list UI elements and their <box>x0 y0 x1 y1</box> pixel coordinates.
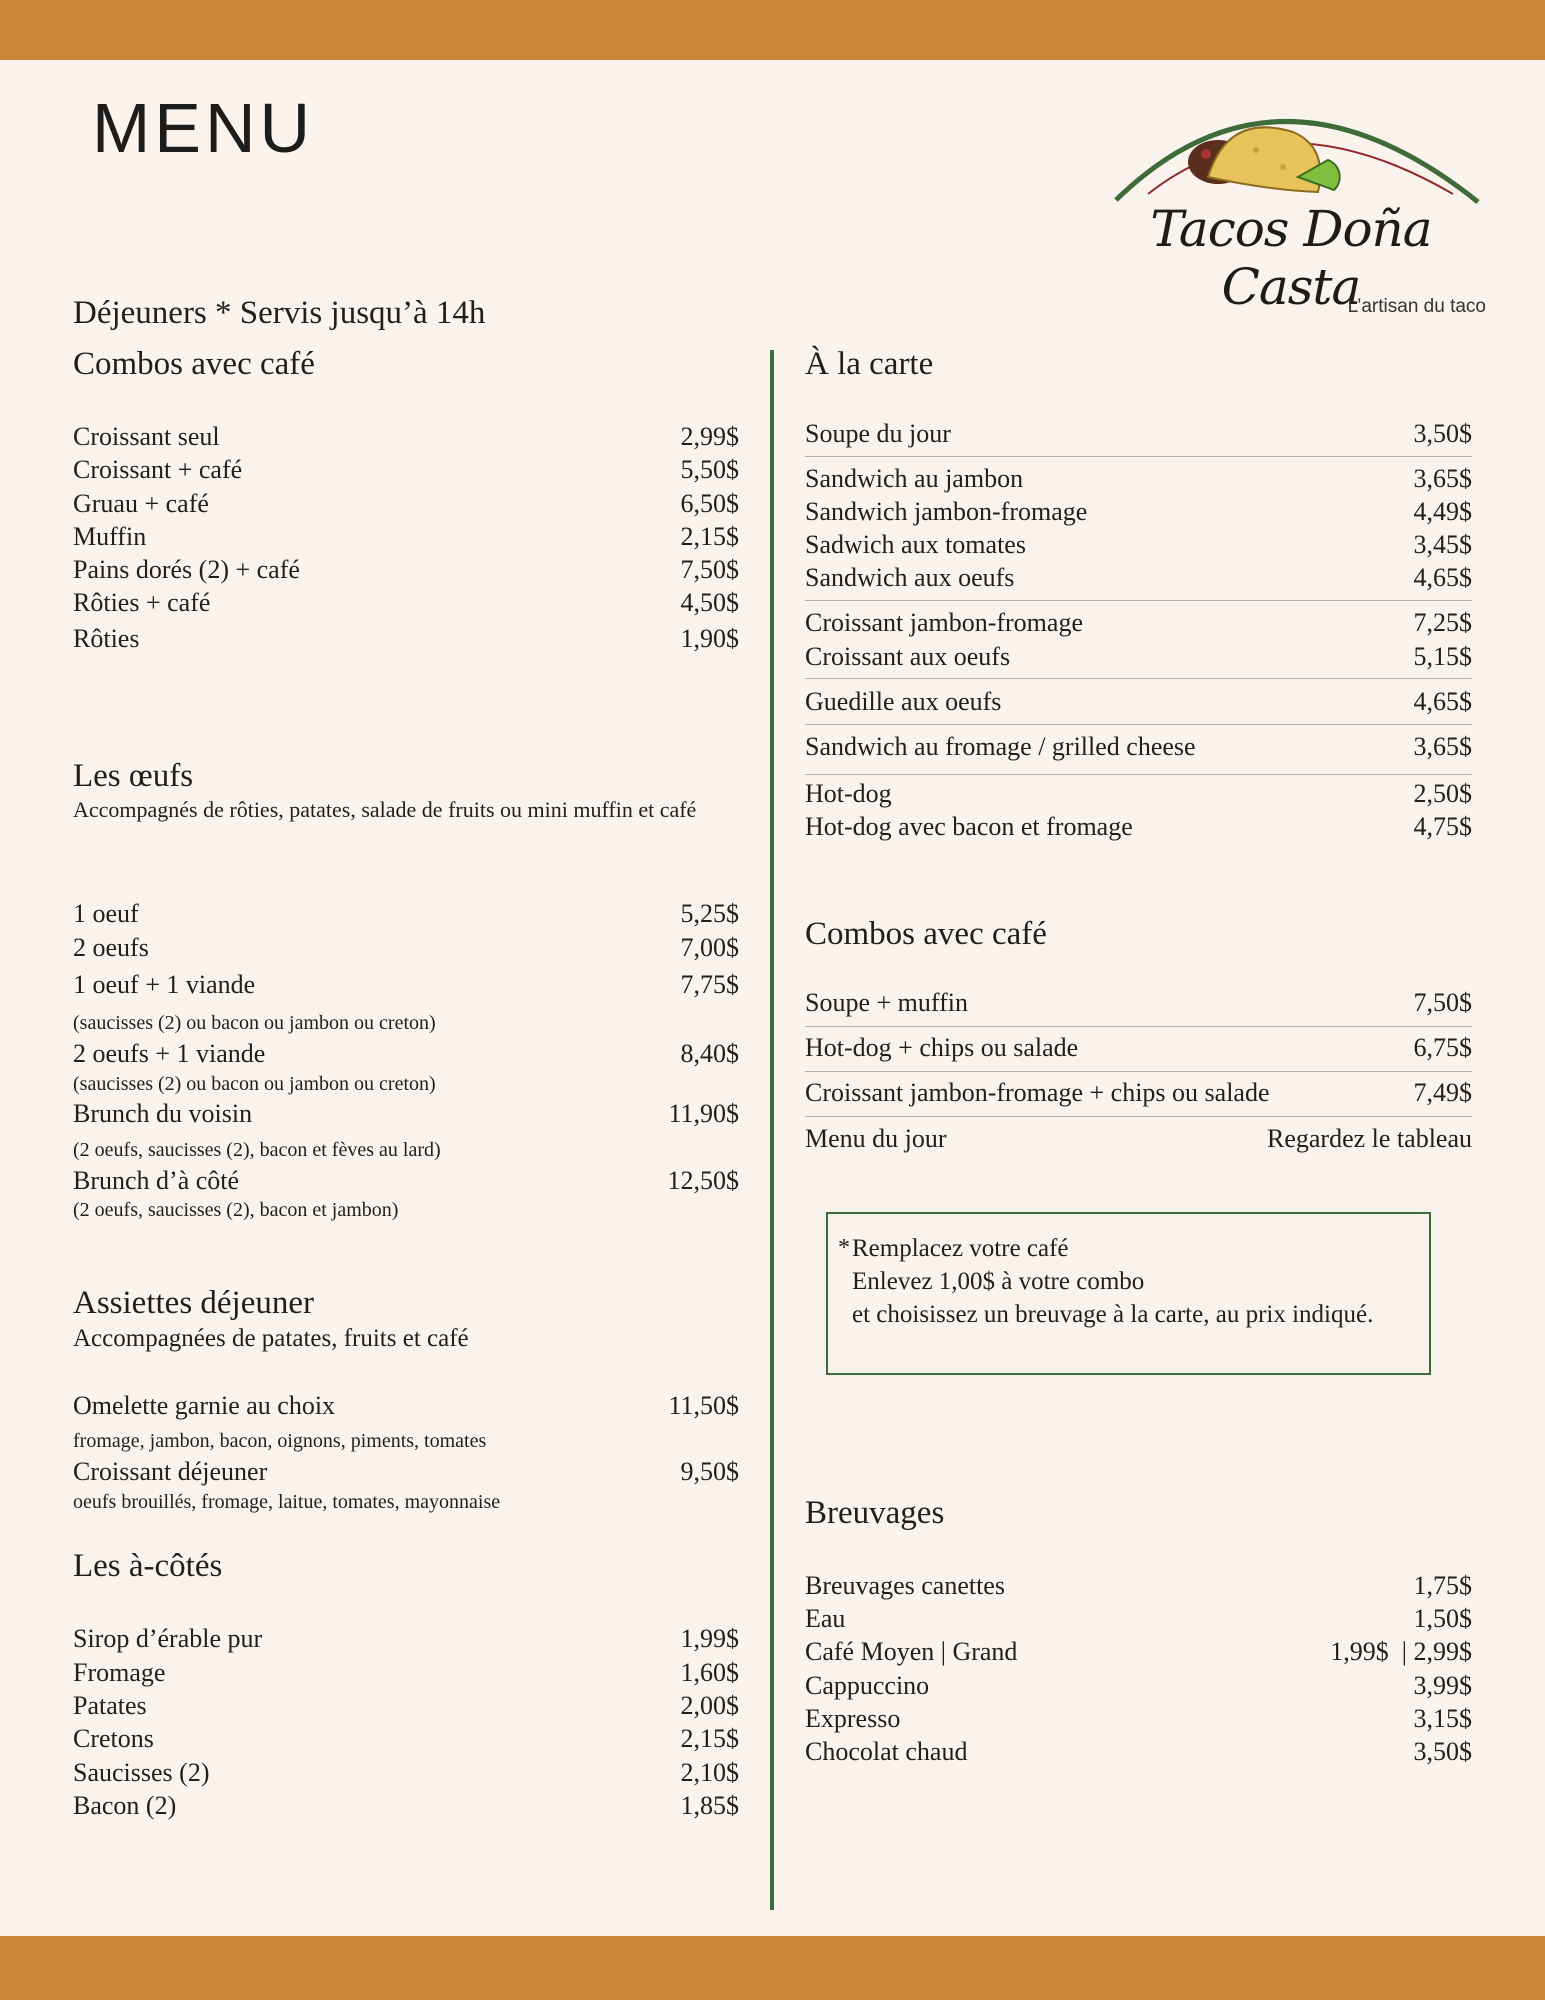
item-name: Croissant seul <box>73 422 220 451</box>
item-price: 2,10$ <box>680 1758 739 1787</box>
item-price: 4,50$ <box>680 588 739 617</box>
menu-item <box>805 730 1472 764</box>
logo <box>1078 82 1498 332</box>
section-subtitle-eggs: Accompagnés de rôties, patates, salade de fruits ou mini muffin et café <box>73 797 697 822</box>
item-price: 2,00$ <box>680 1691 739 1720</box>
logo-name: Tacos Doña Casta <box>1150 200 1432 316</box>
section-title-a-la-carte: À la carte <box>805 346 934 382</box>
bottom-band <box>0 1936 1545 2000</box>
item-name: Eau <box>805 1604 846 1633</box>
logo-tagline: L’artisan du taco <box>1347 296 1486 317</box>
item-price: 7,75$ <box>680 970 739 999</box>
item-price: 4,75$ <box>1413 812 1472 841</box>
menu-item <box>73 1756 739 1790</box>
section-title-plates: Assiettes déjeuner <box>73 1285 315 1321</box>
item-name: Muffin <box>73 522 147 551</box>
menu-item <box>805 1702 1472 1736</box>
menu-item <box>805 528 1472 562</box>
menu-item <box>805 986 1472 1020</box>
section-title-drinks: Breuvages <box>805 1495 945 1531</box>
coffee-replacement-notice <box>826 1212 1431 1375</box>
item-name: Hot-dog <box>805 779 892 808</box>
item-name: Sandwich au fromage / grilled cheese <box>805 732 1196 761</box>
item-price: 4,65$ <box>1413 687 1472 716</box>
item-name: Café Moyen | Grand <box>805 1637 1018 1666</box>
item-name: Croissant jambon-fromage + chips ou salade <box>805 1078 1270 1107</box>
item-price: 1,60$ <box>680 1658 739 1687</box>
menu-item <box>805 561 1472 595</box>
notice-line-1 <box>838 1232 1429 1265</box>
column-divider <box>770 350 774 1910</box>
item-name: 2 oeufs + 1 viande <box>73 1039 266 1068</box>
item-price: 3,45$ <box>1413 530 1472 559</box>
menu-item <box>73 420 739 454</box>
item-name: Bacon (2) <box>73 1791 177 1820</box>
item-name: Rôties + café <box>73 588 211 617</box>
section-title-eggs: Les œufs <box>73 758 194 794</box>
item-name: Hot-dog + chips ou salade <box>805 1033 1079 1062</box>
notice-star: * <box>838 1235 850 1261</box>
menu-item <box>73 968 739 1002</box>
item-name: Guedille aux oeufs <box>805 687 1002 716</box>
item-price: 3,50$ <box>1413 419 1472 448</box>
menu-item <box>73 1097 739 1131</box>
item-price: 11,90$ <box>668 1099 739 1128</box>
menu-item <box>805 1635 1472 1669</box>
item-note: (2 oeufs, saucisses (2), bacon et jambon) <box>73 1199 399 1221</box>
item-price: 7,50$ <box>1413 988 1472 1017</box>
menu-item <box>73 1455 739 1489</box>
menu-item <box>73 1722 739 1756</box>
item-price: 8,40$ <box>680 1039 739 1068</box>
item-note: (saucisses (2) ou bacon ou jambon ou creton) <box>73 1012 436 1034</box>
item-price: 1,85$ <box>680 1791 739 1820</box>
row-divider <box>805 456 1472 457</box>
row-divider <box>805 774 1472 775</box>
menu-item <box>805 462 1472 496</box>
item-price: 5,50$ <box>680 455 739 484</box>
item-price: 4,65$ <box>1413 563 1472 592</box>
item-name: Saucisses (2) <box>73 1758 210 1787</box>
item-price: 7,50$ <box>680 555 739 584</box>
menu-item <box>73 520 739 554</box>
item-name: Croissant déjeuner <box>73 1457 268 1486</box>
item-name: Brunch du voisin <box>73 1099 253 1128</box>
row-divider <box>805 1071 1472 1072</box>
item-name: Sandwich jambon-fromage <box>805 497 1088 526</box>
row-divider <box>805 678 1472 679</box>
menu-item <box>805 1735 1472 1769</box>
notice-line-2: Enlevez 1,00$ à votre combo <box>852 1268 1145 1295</box>
item-price: 1,90$ <box>680 624 739 653</box>
item-price: 7,25$ <box>1413 608 1472 637</box>
item-price: 4,49$ <box>1413 497 1472 526</box>
menu-item <box>73 1164 739 1198</box>
item-name: Soupe + muffin <box>805 988 968 1017</box>
menu-item <box>805 810 1472 844</box>
item-price: 3,99$ <box>1413 1671 1472 1700</box>
page-title: MENU <box>92 89 315 167</box>
menu-item <box>805 1031 1472 1065</box>
section-title-sides: Les à-côtés <box>73 1548 223 1584</box>
item-note: oeufs brouillés, fromage, laitue, tomates, mayonnaise <box>73 1491 501 1513</box>
menu-item <box>805 685 1472 719</box>
item-name: Expresso <box>805 1704 901 1733</box>
item-note: (2 oeufs, saucisses (2), bacon et fèves au lard) <box>73 1139 441 1161</box>
item-name: 2 oeufs <box>73 933 149 962</box>
item-name: Hot-dog avec bacon et fromage <box>805 812 1133 841</box>
menu-item <box>73 1689 739 1723</box>
item-price: 5,25$ <box>680 899 739 928</box>
menu-item <box>73 453 739 487</box>
menu-item <box>73 897 739 931</box>
menu-item <box>805 1569 1472 1603</box>
item-price: 1,75$ <box>1413 1571 1472 1600</box>
item-name: Sandwich aux oeufs <box>805 563 1015 592</box>
menu-item <box>73 1622 739 1656</box>
menu-item <box>73 931 739 965</box>
item-name: Chocolat chaud <box>805 1737 968 1766</box>
item-price: 7,00$ <box>680 933 739 962</box>
item-price: 1,50$ <box>1413 1604 1472 1633</box>
item-name: 1 oeuf + 1 viande <box>73 970 256 999</box>
item-price: 12,50$ <box>667 1166 739 1195</box>
item-note: (saucisses (2) ou bacon ou jambon ou creton) <box>73 1073 436 1095</box>
row-divider <box>805 600 1472 601</box>
item-name: Pains dorés (2) + café <box>73 555 300 584</box>
item-name: Breuvages canettes <box>805 1571 1005 1600</box>
menu-item <box>73 1656 739 1690</box>
item-note: fromage, jambon, bacon, oignons, piments, tomates <box>73 1430 487 1452</box>
item-price: 3,65$ <box>1413 464 1472 493</box>
row-divider <box>805 724 1472 725</box>
section-title-combos-right: Combos avec café <box>805 916 1047 952</box>
item-name: Brunch d’à côté <box>73 1166 240 1195</box>
menu-item <box>73 1037 739 1071</box>
notice-text-1: Remplacez votre café <box>852 1235 1069 1262</box>
item-price: 2,15$ <box>680 1724 739 1753</box>
menu-item <box>805 1122 1472 1156</box>
menu-item <box>805 606 1472 640</box>
item-price: 3,15$ <box>1413 1704 1472 1733</box>
item-name: Cretons <box>73 1724 154 1753</box>
item-name: Soupe du jour <box>805 419 951 448</box>
item-name: Gruau + café <box>73 489 209 518</box>
item-price: 3,50$ <box>1413 1737 1472 1766</box>
notice-line-3: et choisissez un breuvage à la carte, au prix indiqué. <box>852 1301 1374 1328</box>
menu-item <box>805 1602 1472 1636</box>
menu-item <box>73 553 739 587</box>
item-name: Omelette garnie au choix <box>73 1391 336 1420</box>
item-price: Regardez le tableau <box>1267 1124 1472 1153</box>
menu-item <box>805 777 1472 811</box>
item-price: 6,75$ <box>1413 1033 1472 1062</box>
item-name: Fromage <box>73 1658 166 1687</box>
top-band <box>0 0 1545 60</box>
menu-item <box>73 622 739 656</box>
item-name: Rôties <box>73 624 140 653</box>
item-name: Menu du jour <box>805 1124 947 1153</box>
item-name: Sandwich au jambon <box>805 464 1024 493</box>
item-name: 1 oeuf <box>73 899 139 928</box>
menu-item <box>805 1669 1472 1703</box>
menu-item <box>805 640 1472 674</box>
item-name: Sirop d’érable pur <box>73 1624 263 1653</box>
item-price: 6,50$ <box>680 489 739 518</box>
menu-item <box>805 495 1472 529</box>
item-price: 1,99$ | 2,99$ <box>1330 1637 1472 1666</box>
item-price: 2,99$ <box>680 422 739 451</box>
item-name: Sadwich aux tomates <box>805 530 1026 559</box>
menu-item <box>805 1076 1472 1110</box>
item-price: 3,65$ <box>1413 732 1472 761</box>
menu-item <box>805 417 1472 451</box>
item-price: 5,15$ <box>1413 642 1472 671</box>
item-name: Croissant aux oeufs <box>805 642 1011 671</box>
item-price: 11,50$ <box>668 1391 739 1420</box>
item-price: 2,50$ <box>1413 779 1472 808</box>
section-title-combos: Combos avec café <box>73 346 315 382</box>
menu-item <box>73 586 739 620</box>
item-name: Patates <box>73 1691 147 1720</box>
row-divider <box>805 1026 1472 1027</box>
menu-item <box>73 487 739 521</box>
breakfast-header: Déjeuners * Servis jusqu’à 14h <box>73 295 486 331</box>
item-price: 9,50$ <box>680 1457 739 1486</box>
item-name: Cappuccino <box>805 1671 930 1700</box>
menu-item <box>73 1789 739 1823</box>
row-divider <box>805 1116 1472 1117</box>
item-price: 1,99$ <box>680 1624 739 1653</box>
item-price: 7,49$ <box>1413 1078 1472 1107</box>
item-name: Croissant + café <box>73 455 243 484</box>
menu-item <box>73 1389 739 1423</box>
item-name: Croissant jambon-fromage <box>805 608 1083 637</box>
section-subtitle-plates: Accompagnées de patates, fruits et café <box>73 1325 469 1352</box>
item-price: 2,15$ <box>680 522 739 551</box>
